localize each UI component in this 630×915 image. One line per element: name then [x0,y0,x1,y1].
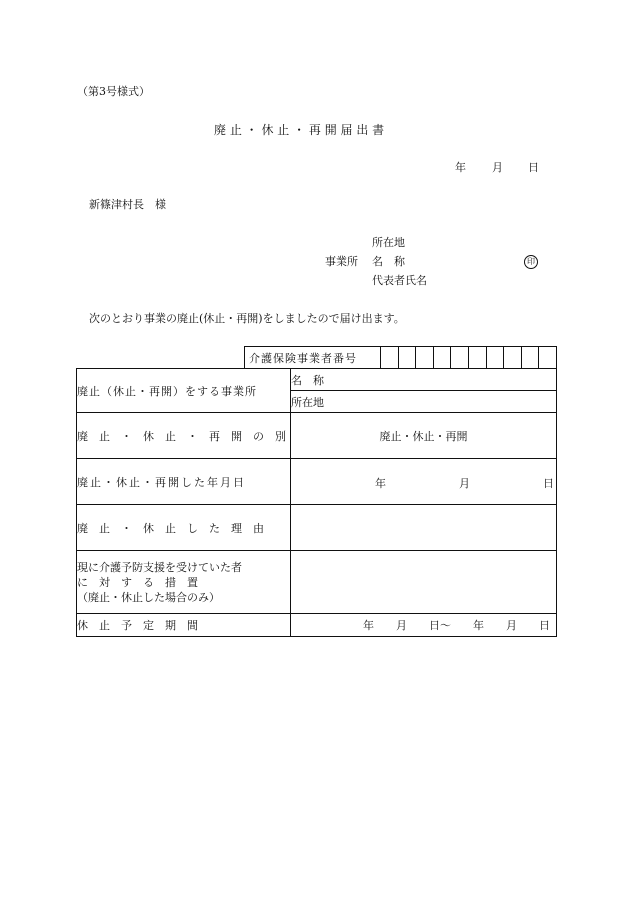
reason-value-cell[interactable] [291,505,557,551]
digit-box[interactable] [433,347,451,368]
digit-box[interactable] [538,347,556,368]
provider-number-boxes[interactable] [381,347,556,368]
provider-number-label: 介護保険事業者番号 [245,347,381,368]
digit-box[interactable] [486,347,504,368]
digit-box[interactable] [503,347,521,368]
office-row-label: 廃止（休止・再開）をする事業所 [77,369,291,413]
digit-box[interactable] [450,347,468,368]
blank-cell [77,347,245,369]
document-title: 廃 止 ・ 休 止 ・ 再 開 届 出 書 [214,123,385,137]
measures-line-3: （廃止・休止した場合のみ） [77,590,220,604]
type-row [77,413,557,459]
date-label: 廃止・休止・再開した年月日 [77,459,291,505]
digit-box[interactable] [415,347,433,368]
date-year-label: 年 [455,161,466,174]
digit-box[interactable] [398,347,416,368]
office-name-cell[interactable] [291,369,557,391]
form-number: （第3号様式） [77,85,150,98]
office-name-row [77,369,557,391]
period-value[interactable]: 年 月 日〜 年 月 日 [291,614,557,637]
office-address-label: 所在地 [372,236,405,249]
office-label: 事業所 [325,255,358,268]
intro-text: 次のとおり事業の廃止(休止・再開)をしましたので届け出ます。 [89,312,405,325]
period-row [77,614,557,637]
date-value-cell[interactable] [291,459,557,505]
period-label: 休 止 予 定 期 間 [77,614,291,637]
measures-value-cell[interactable] [291,551,557,614]
date-year: 年 [375,476,386,490]
measures-row [77,551,557,614]
addressee: 新篠津村長 様 [89,198,166,211]
office-name-label: 名 称 [372,255,405,268]
representative-label: 代表者氏名 [372,274,427,287]
reason-row [77,505,557,551]
reason-label: 廃 止 ・ 休 止 し た 理 由 [77,505,291,551]
seal-mark: 印 [524,255,538,269]
measures-line-1: 現に介護予防支援を受けていた者 [77,560,242,574]
notification-table [76,346,557,637]
date-month: 月 [459,476,470,490]
type-value[interactable]: 廃止・休止・再開 [291,413,557,459]
digit-box[interactable] [521,347,539,368]
table-address-label: 所在地 [291,395,324,409]
digit-box[interactable] [468,347,486,368]
measures-line-2: に 対 す る 措 置 [77,575,198,589]
table-name-label: 名 称 [291,373,324,387]
digit-box[interactable] [381,347,398,368]
date-row [77,459,557,505]
provider-number-row [77,347,557,369]
office-address-cell[interactable] [291,391,557,413]
date-day-label: 日 [528,161,539,174]
date-month-label: 月 [492,161,503,174]
type-label: 廃 止 ・ 休 止 ・ 再 開 の 別 [77,413,291,459]
date-day: 日 [543,476,554,490]
